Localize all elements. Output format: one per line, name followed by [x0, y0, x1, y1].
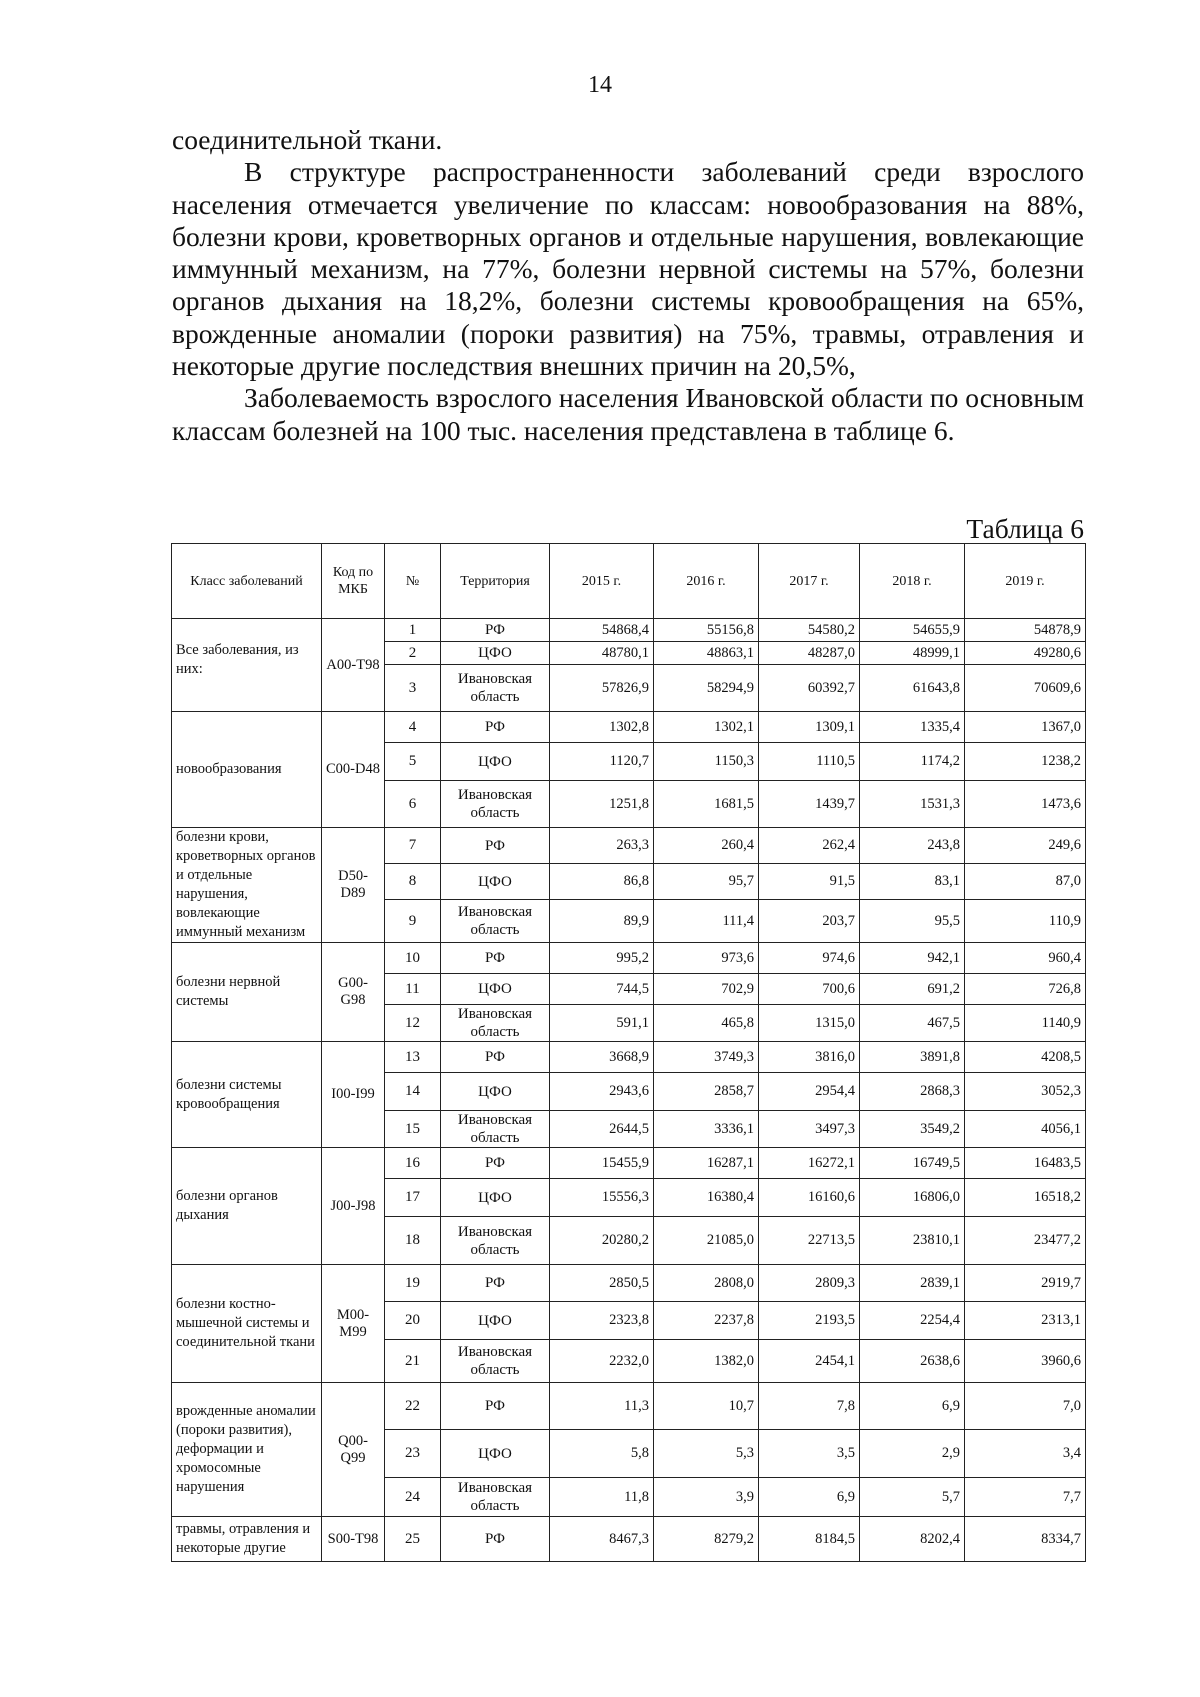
row-number-cell: 4: [385, 712, 441, 743]
value-cell-2016: 973,6: [654, 943, 759, 974]
value-cell-2015: 11,3: [550, 1383, 654, 1430]
value-cell-2016: 2237,8: [654, 1302, 759, 1340]
paragraph-structure: В структуре распространенности заболеваний среди взрослого населения отмечается увеличение по классам: новообразования на 88%, болезни крови, кроветворных органов и отдельные нарушения, вовлекающие иммунный механизм, на 77%, болезни нервной системы на 57%, болезни органов дыхания на 18,2%, болезни системы кровообращения на 65%, врожденные аномалии (пороки развития) на 75%, травмы, отравления и некоторые другие последствия внешних причин на 20,5%,: [172, 156, 1084, 382]
row-number-cell: 15: [385, 1111, 441, 1148]
value-cell-2019: 2919,7: [965, 1265, 1086, 1302]
value-cell-2015: 1251,8: [550, 781, 654, 828]
value-cell-2017: 1439,7: [759, 781, 860, 828]
territory-cell: Ивановская область: [441, 1111, 550, 1148]
row-number-cell: 11: [385, 974, 441, 1005]
value-cell-2017: 3816,0: [759, 1042, 860, 1073]
value-cell-2015: 3668,9: [550, 1042, 654, 1073]
territory-cell: РФ: [441, 619, 550, 642]
disease-class-cell: травмы, отравления и некоторые другие: [172, 1517, 322, 1562]
icd-code-cell: C00-D48: [322, 712, 385, 828]
value-cell-2016: 702,9: [654, 974, 759, 1005]
header-2017: 2017 г.: [759, 544, 860, 619]
territory-cell: РФ: [441, 828, 550, 864]
value-cell-2017: 60392,7: [759, 665, 860, 712]
disease-class-cell: врожденные аномалии (пороки развития), деформации и хромосомные нарушения: [172, 1383, 322, 1517]
row-number-cell: 12: [385, 1005, 441, 1042]
value-cell-2018: 2638,6: [860, 1340, 965, 1383]
table-body: [172, 619, 1086, 1562]
value-cell-2015: 591,1: [550, 1005, 654, 1042]
incidence-table: [171, 543, 1086, 1562]
paragraph-incidence: Заболеваемость взрослого населения Ивановской области по основным классам болезней на 100 тыс. населения представлена в таблице 6.: [172, 382, 1084, 446]
value-cell-2016: 1382,0: [654, 1340, 759, 1383]
row-number-cell: 3: [385, 665, 441, 712]
header-class: Класс заболеваний: [172, 544, 322, 619]
value-cell-2018: 3549,2: [860, 1111, 965, 1148]
value-cell-2016: 8279,2: [654, 1517, 759, 1562]
value-cell-2018: 1335,4: [860, 712, 965, 743]
territory-cell: ЦФО: [441, 642, 550, 665]
header-number: №: [385, 544, 441, 619]
value-cell-2017: 91,5: [759, 864, 860, 900]
value-cell-2019: 960,4: [965, 943, 1086, 974]
icd-code-cell: I00-I99: [322, 1042, 385, 1148]
value-cell-2018: 8202,4: [860, 1517, 965, 1562]
icd-code-cell: G00-G98: [322, 943, 385, 1042]
disease-class-cell: болезни крови, кроветворных органов и отдельные нарушения, вовлекающие иммунный механизм: [172, 828, 322, 943]
value-cell-2019: 16518,2: [965, 1179, 1086, 1217]
row-number-cell: 13: [385, 1042, 441, 1073]
row-number-cell: 10: [385, 943, 441, 974]
value-cell-2019: 249,6: [965, 828, 1086, 864]
value-cell-2017: 2193,5: [759, 1302, 860, 1340]
row-number-cell: 7: [385, 828, 441, 864]
territory-cell: РФ: [441, 1265, 550, 1302]
value-cell-2017: 262,4: [759, 828, 860, 864]
value-cell-2016: 2808,0: [654, 1265, 759, 1302]
icd-code-cell: Q00-Q99: [322, 1383, 385, 1517]
table-row: [172, 712, 1086, 743]
row-number-cell: 24: [385, 1478, 441, 1517]
value-cell-2017: 974,6: [759, 943, 860, 974]
territory-cell: ЦФО: [441, 1179, 550, 1217]
value-cell-2016: 260,4: [654, 828, 759, 864]
value-cell-2017: 2454,1: [759, 1340, 860, 1383]
value-cell-2015: 2943,6: [550, 1073, 654, 1111]
value-cell-2017: 16160,6: [759, 1179, 860, 1217]
value-cell-2019: 87,0: [965, 864, 1086, 900]
table-row: [172, 619, 1086, 642]
table-row: [172, 1265, 1086, 1302]
value-cell-2019: 2313,1: [965, 1302, 1086, 1340]
value-cell-2015: 263,3: [550, 828, 654, 864]
value-cell-2019: 16483,5: [965, 1148, 1086, 1179]
territory-cell: Ивановская область: [441, 900, 550, 943]
territory-cell: Ивановская область: [441, 1340, 550, 1383]
value-cell-2018: 48999,1: [860, 642, 965, 665]
value-cell-2015: 20280,2: [550, 1217, 654, 1265]
page-number: 14: [588, 72, 612, 98]
value-cell-2019: 1473,6: [965, 781, 1086, 828]
value-cell-2016: 16287,1: [654, 1148, 759, 1179]
disease-class-cell: новообразования: [172, 712, 322, 828]
disease-class-cell: болезни костно-мышечной системы и соединительной ткани: [172, 1265, 322, 1383]
value-cell-2018: 2839,1: [860, 1265, 965, 1302]
value-cell-2015: 744,5: [550, 974, 654, 1005]
value-cell-2018: 691,2: [860, 974, 965, 1005]
value-cell-2017: 1315,0: [759, 1005, 860, 1042]
value-cell-2016: 3336,1: [654, 1111, 759, 1148]
value-cell-2019: 49280,6: [965, 642, 1086, 665]
territory-cell: РФ: [441, 1042, 550, 1073]
value-cell-2019: 3960,6: [965, 1340, 1086, 1383]
value-cell-2018: 467,5: [860, 1005, 965, 1042]
value-cell-2019: 8334,7: [965, 1517, 1086, 1562]
header-2016: 2016 г.: [654, 544, 759, 619]
value-cell-2016: 465,8: [654, 1005, 759, 1042]
row-number-cell: 6: [385, 781, 441, 828]
value-cell-2017: 203,7: [759, 900, 860, 943]
row-number-cell: 8: [385, 864, 441, 900]
value-cell-2017: 700,6: [759, 974, 860, 1005]
value-cell-2015: 8467,3: [550, 1517, 654, 1562]
body-text: [172, 124, 1084, 447]
value-cell-2017: 3,5: [759, 1430, 860, 1478]
value-cell-2015: 57826,9: [550, 665, 654, 712]
value-cell-2019: 1367,0: [965, 712, 1086, 743]
value-cell-2017: 1110,5: [759, 743, 860, 781]
value-cell-2017: 22713,5: [759, 1217, 860, 1265]
territory-cell: РФ: [441, 1148, 550, 1179]
value-cell-2015: 1120,7: [550, 743, 654, 781]
value-cell-2018: 2254,4: [860, 1302, 965, 1340]
value-cell-2019: 3052,3: [965, 1073, 1086, 1111]
row-number-cell: 22: [385, 1383, 441, 1430]
value-cell-2015: 2850,5: [550, 1265, 654, 1302]
value-cell-2016: 10,7: [654, 1383, 759, 1430]
value-cell-2017: 54580,2: [759, 619, 860, 642]
value-cell-2015: 2323,8: [550, 1302, 654, 1340]
value-cell-2015: 1302,8: [550, 712, 654, 743]
territory-cell: ЦФО: [441, 864, 550, 900]
value-cell-2017: 7,8: [759, 1383, 860, 1430]
value-cell-2019: 1238,2: [965, 743, 1086, 781]
value-cell-2017: 2809,3: [759, 1265, 860, 1302]
value-cell-2016: 58294,9: [654, 665, 759, 712]
row-number-cell: 17: [385, 1179, 441, 1217]
territory-cell: ЦФО: [441, 1302, 550, 1340]
disease-class-cell: болезни нервной системы: [172, 943, 322, 1042]
territory-cell: Ивановская область: [441, 665, 550, 712]
value-cell-2017: 2954,4: [759, 1073, 860, 1111]
value-cell-2018: 16749,5: [860, 1148, 965, 1179]
header-2015: 2015 г.: [550, 544, 654, 619]
territory-cell: Ивановская область: [441, 1217, 550, 1265]
table-row: [172, 1517, 1086, 1562]
territory-cell: Ивановская область: [441, 781, 550, 828]
value-cell-2017: 16272,1: [759, 1148, 860, 1179]
value-cell-2018: 3891,8: [860, 1042, 965, 1073]
territory-cell: РФ: [441, 1383, 550, 1430]
value-cell-2016: 1150,3: [654, 743, 759, 781]
territory-cell: РФ: [441, 1517, 550, 1562]
header-2018: 2018 г.: [860, 544, 965, 619]
value-cell-2016: 2858,7: [654, 1073, 759, 1111]
value-cell-2018: 5,7: [860, 1478, 965, 1517]
value-cell-2016: 1302,1: [654, 712, 759, 743]
value-cell-2015: 2644,5: [550, 1111, 654, 1148]
value-cell-2017: 48287,0: [759, 642, 860, 665]
value-cell-2016: 95,7: [654, 864, 759, 900]
value-cell-2015: 54868,4: [550, 619, 654, 642]
value-cell-2019: 7,7: [965, 1478, 1086, 1517]
header-2019: 2019 г.: [965, 544, 1086, 619]
row-number-cell: 2: [385, 642, 441, 665]
value-cell-2018: 95,5: [860, 900, 965, 943]
value-cell-2018: 243,8: [860, 828, 965, 864]
table-caption: Таблица 6: [966, 513, 1084, 544]
row-number-cell: 18: [385, 1217, 441, 1265]
value-cell-2019: 54878,9: [965, 619, 1086, 642]
value-cell-2016: 5,3: [654, 1430, 759, 1478]
value-cell-2015: 48780,1: [550, 642, 654, 665]
header-territory: Территория: [441, 544, 550, 619]
value-cell-2019: 70609,6: [965, 665, 1086, 712]
value-cell-2016: 3,9: [654, 1478, 759, 1517]
value-cell-2018: 1174,2: [860, 743, 965, 781]
value-cell-2016: 16380,4: [654, 1179, 759, 1217]
row-number-cell: 5: [385, 743, 441, 781]
table-row: [172, 1042, 1086, 1073]
territory-cell: РФ: [441, 943, 550, 974]
row-number-cell: 9: [385, 900, 441, 943]
row-number-cell: 19: [385, 1265, 441, 1302]
value-cell-2015: 5,8: [550, 1430, 654, 1478]
disease-class-cell: Все заболевания, из них:: [172, 619, 322, 712]
row-number-cell: 1: [385, 619, 441, 642]
icd-code-cell: D50-D89: [322, 828, 385, 943]
value-cell-2016: 3749,3: [654, 1042, 759, 1073]
value-cell-2016: 48863,1: [654, 642, 759, 665]
value-cell-2019: 110,9: [965, 900, 1086, 943]
paragraph-continuation: соединительной ткани.: [172, 124, 443, 155]
value-cell-2019: 1140,9: [965, 1005, 1086, 1042]
icd-code-cell: J00-J98: [322, 1148, 385, 1265]
value-cell-2016: 111,4: [654, 900, 759, 943]
territory-cell: ЦФО: [441, 1073, 550, 1111]
value-cell-2018: 23810,1: [860, 1217, 965, 1265]
value-cell-2019: 4208,5: [965, 1042, 1086, 1073]
disease-class-cell: болезни органов дыхания: [172, 1148, 322, 1265]
value-cell-2018: 1531,3: [860, 781, 965, 828]
value-cell-2019: 3,4: [965, 1430, 1086, 1478]
table-row: [172, 1148, 1086, 1179]
value-cell-2018: 61643,8: [860, 665, 965, 712]
icd-code-cell: S00-T98: [322, 1517, 385, 1562]
value-cell-2015: 86,8: [550, 864, 654, 900]
value-cell-2019: 726,8: [965, 974, 1086, 1005]
value-cell-2015: 89,9: [550, 900, 654, 943]
value-cell-2018: 83,1: [860, 864, 965, 900]
header-code: Код по МКБ: [322, 544, 385, 619]
value-cell-2018: 54655,9: [860, 619, 965, 642]
table-row: [172, 943, 1086, 974]
territory-cell: ЦФО: [441, 743, 550, 781]
territory-cell: ЦФО: [441, 974, 550, 1005]
value-cell-2016: 55156,8: [654, 619, 759, 642]
icd-code-cell: M00-M99: [322, 1265, 385, 1383]
territory-cell: ЦФО: [441, 1430, 550, 1478]
table-row: [172, 1383, 1086, 1430]
value-cell-2016: 1681,5: [654, 781, 759, 828]
value-cell-2015: 15556,3: [550, 1179, 654, 1217]
table-row: [172, 828, 1086, 864]
value-cell-2018: 6,9: [860, 1383, 965, 1430]
row-number-cell: 21: [385, 1340, 441, 1383]
value-cell-2018: 942,1: [860, 943, 965, 974]
territory-cell: Ивановская область: [441, 1478, 550, 1517]
row-number-cell: 20: [385, 1302, 441, 1340]
value-cell-2019: 23477,2: [965, 1217, 1086, 1265]
value-cell-2015: 995,2: [550, 943, 654, 974]
value-cell-2019: 7,0: [965, 1383, 1086, 1430]
row-number-cell: 25: [385, 1517, 441, 1562]
table-header-row: [172, 544, 1086, 619]
territory-cell: РФ: [441, 712, 550, 743]
disease-class-cell: болезни системы кровообращения: [172, 1042, 322, 1148]
value-cell-2018: 2,9: [860, 1430, 965, 1478]
value-cell-2018: 2868,3: [860, 1073, 965, 1111]
row-number-cell: 14: [385, 1073, 441, 1111]
row-number-cell: 16: [385, 1148, 441, 1179]
row-number-cell: 23: [385, 1430, 441, 1478]
value-cell-2015: 2232,0: [550, 1340, 654, 1383]
icd-code-cell: A00-T98: [322, 619, 385, 712]
value-cell-2017: 8184,5: [759, 1517, 860, 1562]
territory-cell: Ивановская область: [441, 1005, 550, 1042]
value-cell-2017: 3497,3: [759, 1111, 860, 1148]
value-cell-2017: 6,9: [759, 1478, 860, 1517]
value-cell-2019: 4056,1: [965, 1111, 1086, 1148]
value-cell-2018: 16806,0: [860, 1179, 965, 1217]
value-cell-2017: 1309,1: [759, 712, 860, 743]
value-cell-2015: 15455,9: [550, 1148, 654, 1179]
value-cell-2015: 11,8: [550, 1478, 654, 1517]
value-cell-2016: 21085,0: [654, 1217, 759, 1265]
